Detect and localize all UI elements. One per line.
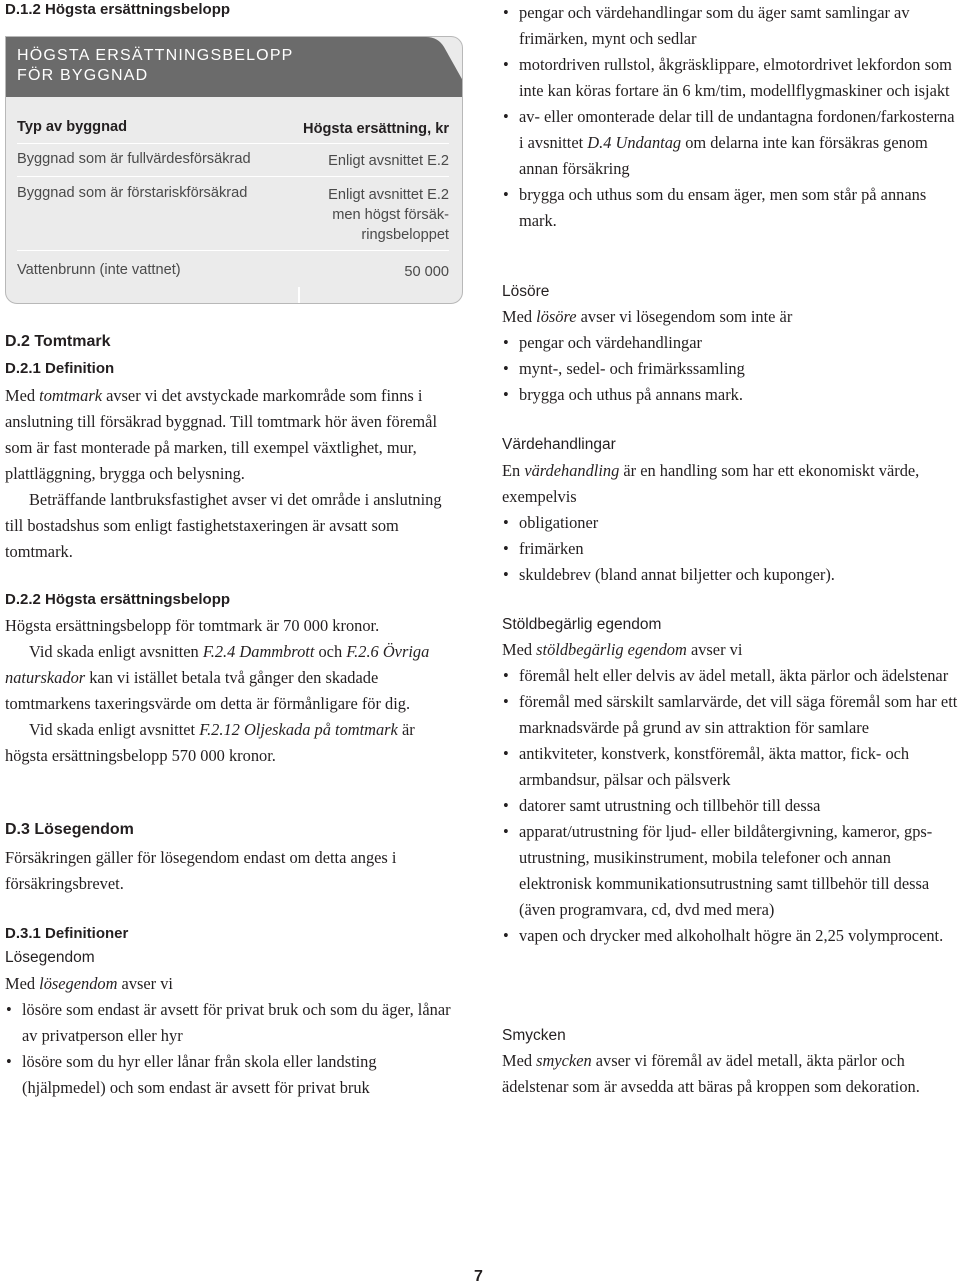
text: avser vi	[117, 974, 173, 993]
row-value	[328, 185, 449, 245]
text: Med	[502, 640, 537, 659]
ref-f24: F.2.4 Dammbrott	[202, 642, 315, 661]
table-divider	[17, 176, 449, 177]
losore-list	[502, 330, 958, 408]
term-losegendom: lösegendom	[39, 974, 118, 993]
text: om delarna inte kan försäkras genom annan försäkring	[519, 133, 928, 178]
row-type: Vattenbrunn (inte vattnet)	[17, 262, 181, 278]
column-header-type: Typ av byggnad	[17, 119, 128, 135]
d21-body	[5, 383, 461, 565]
list-item: • brygga och uthus som du ensam äger, men som står på annans mark.	[502, 182, 958, 234]
stold-list	[502, 663, 958, 949]
table-title	[17, 46, 294, 86]
list-item: • motordriven rullstol, åkgräsklippare, elmotordrivet lekfordon som inte kan köras fortare än 6 km/tim, modellflygmaskiner och isjakt	[502, 52, 958, 104]
text: är högsta ersättningsbelopp 570 000 kronor.	[5, 720, 415, 765]
text: avser vi föremål av ädel metall, äkta pärlor och ädelstenar som är avsedda att bäras på kroppen som dekoration.	[502, 1051, 920, 1096]
section-heading-d3: D.3 Lösegendom	[5, 821, 134, 838]
text: är en handling som har ett ekonomiskt värde, exempelvis	[502, 461, 920, 506]
term-smycken: smycken	[536, 1051, 592, 1070]
d22-paragraph-1: Högsta ersättningsbelopp för tomtmark är 70 000 kronor.	[5, 616, 380, 635]
subheading-smycken: Smycken	[502, 1027, 566, 1044]
list-item: • lösöre som du hyr eller lånar från skola eller landsting (hjälpmedel) och som endast är avsett för privat bruk	[5, 1049, 461, 1101]
text: Vid skada enligt avsnitten	[29, 642, 203, 661]
vardeh-intro	[502, 458, 958, 510]
vardeh-list	[502, 510, 958, 588]
list-item: • pengar och värdehandlingar	[502, 330, 958, 356]
row-value: Enligt avsnittet E.2	[328, 153, 449, 169]
subheading-stoldbegarlig: Stöldbegärlig egendom	[502, 616, 662, 633]
d22-paragraph-3	[5, 717, 461, 769]
d3-paragraph: Försäkringen gäller för lösegendom endast om detta anges i försäkringsbrevet.	[5, 848, 397, 893]
d31-intro	[5, 971, 461, 997]
subheading-losegendom: Lösegendom	[5, 949, 95, 966]
list-item	[502, 104, 958, 182]
text: och	[314, 642, 347, 661]
section-heading-d22: D.2.2 Högsta ersättningsbelopp	[5, 591, 231, 608]
list-item: • obligationer	[502, 510, 958, 536]
losore-body	[502, 304, 958, 408]
max-compensation-table	[5, 36, 463, 304]
d31-body	[5, 971, 461, 1101]
text: En	[502, 461, 525, 480]
d21-paragraph-2: Beträffande lantbruksfastighet avser vi det område i anslutning till bostadshus som enligt fastighetstaxeringen är avsatt som tomtmark.	[5, 490, 442, 561]
term-vardehandling: värdehandling	[524, 461, 620, 480]
row-type: Byggnad som är förstariskförsäkrad	[17, 185, 248, 201]
text: Med	[5, 974, 40, 993]
table-column-separator	[298, 287, 300, 304]
list-item: • föremål med särskilt samlarvärde, det vill säga föremål som har ett marknadsvärde på grund av sin attraktion för samlare	[502, 689, 958, 741]
section-heading-d2: D.2 Tomtmark	[5, 333, 111, 350]
text: avser vi det avstyckade markområde som finns i anslutning till försäkrad byggnad. Till tomtmark hör även föremål som är fast monterade på marken, till exempel växtlighet, mur, plattläggning, brygga och belysning.	[5, 386, 438, 483]
d22-paragraph-2	[5, 639, 461, 717]
table-title-line-1: HÖGSTA ERSÄTTNINGSBELOPP	[17, 47, 294, 64]
term-losore: lösöre	[536, 307, 577, 326]
text: avser vi lösegendom som inte är	[576, 307, 793, 326]
row-type: Byggnad som är fullvärdesförsäkrad	[17, 151, 251, 167]
text: kan vi istället betala två gånger den skadade tomtmarkens taxeringsvärde om detta är förmånligare för dig.	[5, 668, 411, 713]
table-title-line-2: FÖR BYGGNAD	[17, 67, 149, 84]
text: av- eller omonterade delar till de undantagna fordonen/farkosterna i avsnittet	[519, 107, 955, 152]
ref-f26: F.2.6 Övriga naturskador	[5, 642, 430, 687]
d21-paragraph-1	[5, 383, 461, 487]
smycken-paragraph	[502, 1048, 958, 1100]
row-value-line: men högst försäk-	[332, 207, 449, 223]
vardeh-body	[502, 458, 958, 588]
row-value-line: Enligt avsnittet E.2	[328, 187, 449, 203]
list-item: • datorer samt utrustning och tillbehör till dessa	[502, 793, 958, 819]
losegendom-list	[5, 997, 461, 1101]
section-heading-d31: D.3.1 Definitioner	[5, 925, 129, 942]
column-header-max: Högsta ersättning, kr	[303, 121, 449, 137]
section-heading-d12: D.1.2 Högsta ersättningsbelopp	[5, 1, 231, 18]
subheading-vardehandlingar: Värdehandlingar	[502, 436, 616, 453]
list-item: • mynt-, sedel- och frimärkssamling	[502, 356, 958, 382]
text: Med	[502, 307, 537, 326]
text: Med	[502, 1051, 537, 1070]
table-divider	[17, 143, 449, 144]
row-value: 50 000	[404, 264, 449, 280]
list-item: • skuldebrev (bland annat biljetter och kuponger).	[502, 562, 958, 588]
table-header-band	[6, 37, 462, 97]
excluded-items-list	[502, 0, 958, 234]
list-item: • frimärken	[502, 536, 958, 562]
stold-intro	[502, 637, 958, 663]
table-divider	[17, 250, 449, 251]
right-top-list	[502, 0, 958, 234]
list-item: • föremål helt eller delvis av ädel metall, äkta pärlor och ädelstenar	[502, 663, 958, 689]
ref-f212: F.2.12 Oljeskada på tomtmark	[199, 720, 398, 739]
page-number: 7	[474, 1268, 483, 1285]
list-item: • pengar och värdehandlingar som du äger samt samlingar av frimärken, mynt och sedlar	[502, 0, 958, 52]
list-item: • brygga och uthus på annans mark.	[502, 382, 958, 408]
text: avser vi	[686, 640, 743, 659]
section-heading-d21: D.2.1 Definition	[5, 360, 115, 377]
stold-body	[502, 637, 958, 949]
list-item: • vapen och drycker med alkoholhalt högre än 2,25 volymprocent.	[502, 923, 958, 949]
subheading-losore: Lösöre	[502, 283, 550, 300]
list-item: • lösöre som endast är avsett för privat bruk och som du äger, lånar av privatperson eller hyr	[5, 997, 461, 1049]
row-value-line: ringsbeloppet	[361, 227, 449, 243]
losore-intro	[502, 304, 958, 330]
list-item: • apparat/utrustning för ljud- eller bildåtergivning, kameror, gps-utrustning, musikinstrument, mobila telefoner och annan elektronisk kommunikationsutrustning samt tillbehör till dessa (även programvara, cd, dvd med mera)	[502, 819, 958, 923]
term-stoldbegarlig: stöldbegärlig egendom	[536, 640, 687, 659]
ref-d4: D.4 Undantag	[587, 133, 682, 152]
text: Med	[5, 386, 40, 405]
d22-body	[5, 613, 461, 769]
list-item: • antikviteter, konstverk, konstföremål, äkta mattor, fick- och armbandsur, pälsar och pälsverk	[502, 741, 958, 793]
text: Vid skada enligt avsnittet	[29, 720, 200, 739]
term-tomtmark: tomtmark	[39, 386, 102, 405]
